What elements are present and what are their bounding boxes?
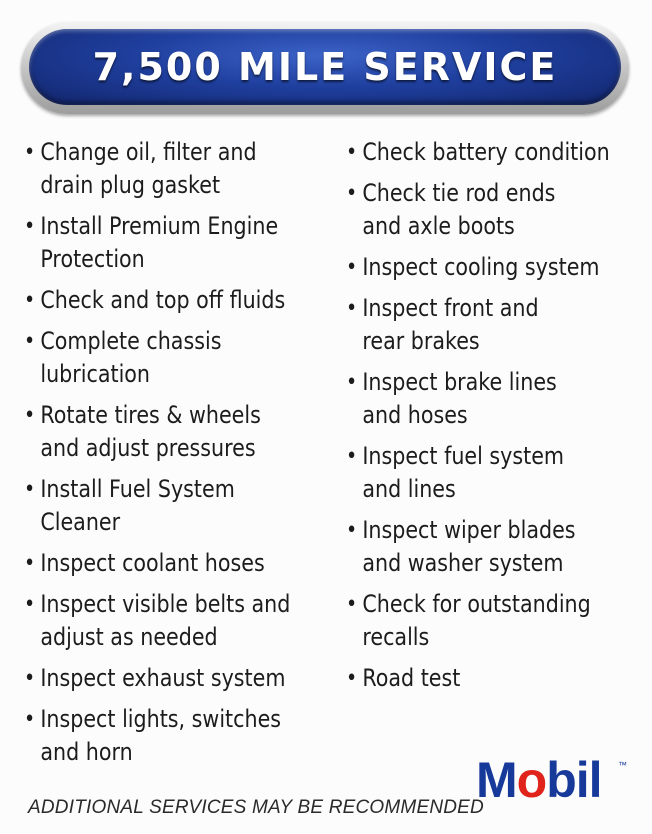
bullet-icon: • — [24, 666, 36, 691]
logo-letters-bil: bil — [546, 752, 602, 808]
bullet-icon: • — [346, 181, 358, 206]
bullet-icon: • — [24, 140, 36, 165]
list-item-text: Inspect front and rear brakes — [362, 294, 539, 355]
page-title: 7,500 MILE SERVICE — [92, 45, 558, 89]
list-item-text: Complete chassis lubrication — [40, 327, 222, 388]
title-banner-inner — [29, 29, 621, 105]
list-item — [24, 325, 341, 391]
list-item — [24, 588, 341, 654]
bullet-icon: • — [346, 296, 358, 321]
bullet-icon: • — [24, 707, 36, 732]
list-item — [24, 210, 341, 276]
list-item-text: Inspect wiper blades and washer system — [362, 516, 576, 577]
list-item-text: Road test — [362, 664, 461, 692]
bullet-icon: • — [24, 288, 36, 313]
list-item-text: Check tie rod ends and axle boots — [362, 179, 556, 240]
list-item — [24, 547, 341, 580]
list-item — [24, 473, 341, 539]
footer-note: ADDITIONAL SERVICES MAY BE RECOMMENDED — [28, 797, 484, 818]
list-item-text: Install Fuel System Cleaner — [40, 475, 235, 536]
bullet-icon: • — [24, 403, 36, 428]
list-item-text: Rotate tires & wheels and adjust pressures — [40, 401, 261, 462]
list-item-text: Check battery condition — [362, 138, 610, 166]
list-item-text: Inspect lights, switches and horn — [40, 705, 282, 766]
service-list-right — [346, 136, 642, 703]
bullet-icon: • — [24, 329, 36, 354]
list-item — [346, 662, 652, 695]
list-item-text: Change oil, filter and drain plug gasket — [40, 138, 257, 199]
list-item — [24, 399, 341, 465]
service-list-left — [24, 136, 334, 777]
bullet-icon: • — [24, 477, 36, 502]
bullet-icon: • — [346, 140, 358, 165]
bullet-icon: • — [346, 370, 358, 395]
list-item — [346, 588, 652, 654]
logo-letter-o: o — [516, 752, 547, 808]
list-item — [346, 440, 652, 506]
list-item — [24, 284, 341, 317]
list-item — [346, 292, 652, 358]
bullet-icon: • — [24, 551, 36, 576]
list-item — [346, 514, 652, 580]
list-item — [24, 703, 341, 769]
list-item — [346, 136, 652, 169]
list-item-text: Check and top off fluids — [40, 286, 286, 314]
list-item — [24, 136, 341, 202]
title-banner — [21, 22, 629, 114]
list-item-text: Inspect visible belts and adjust as needed — [40, 590, 291, 651]
bullet-icon: • — [346, 444, 358, 469]
bullet-icon: • — [346, 666, 358, 691]
list-item-text: Inspect brake lines and hoses — [362, 368, 557, 429]
mobil-logo — [476, 752, 626, 808]
list-item — [346, 366, 652, 432]
list-item — [24, 662, 341, 695]
logo-letter-m: M — [476, 752, 517, 808]
list-item-text: Check for outstanding recalls — [362, 590, 591, 651]
list-item-text: Inspect cooling system — [362, 253, 600, 281]
bullet-icon: • — [346, 255, 358, 280]
bullet-icon: • — [346, 518, 358, 543]
bullet-icon: • — [24, 592, 36, 617]
list-item — [346, 177, 652, 243]
bullet-icon: • — [346, 592, 358, 617]
list-item — [346, 251, 652, 284]
bullet-icon: • — [24, 214, 36, 239]
list-item-text: Inspect exhaust system — [40, 664, 286, 692]
list-item-text: Inspect fuel system and lines — [362, 442, 565, 503]
list-item-text: Install Premium Engine Protection — [40, 212, 279, 273]
list-item-text: Inspect coolant hoses — [40, 549, 265, 577]
trademark-symbol: ™ — [618, 760, 626, 770]
